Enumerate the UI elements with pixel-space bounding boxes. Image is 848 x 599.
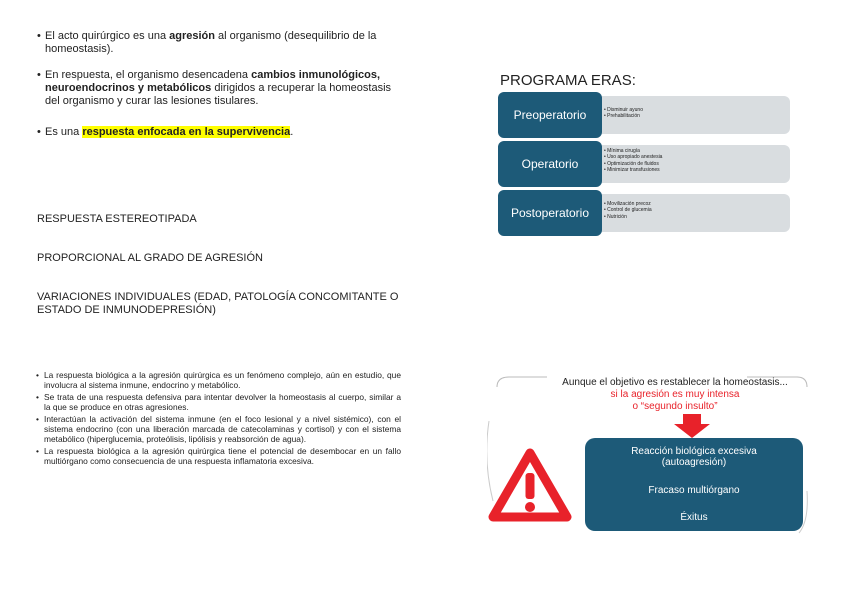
eras-title: PROGRAMA ERAS: <box>500 72 636 89</box>
eras-items: • Disminuir ayuno • Prehabilitación <box>604 107 643 120</box>
reaction-subtitle: (autoagresión) <box>661 457 727 468</box>
intro-bullet-2: • En respuesta, el organismo desencadena cambios inmunológicos, neuroendocrinos y metabólicos dirigidos a recuperar la homeostasis del organismo y curar las lesiones tisulares. <box>37 69 407 108</box>
alert-line-1: Aunque el objetivo es restablecer la homeostasis... <box>562 377 788 388</box>
reaction-box <box>585 438 803 531</box>
alert-line-2: si la agresión es muy intensa <box>610 389 740 400</box>
eras-stage-postoperatorio <box>498 190 790 236</box>
alert-line-3: o “segundo insulto” <box>632 401 718 412</box>
reaction-title: Reacción biológica excesiva <box>631 446 757 457</box>
eras-stage-label: Preoperatorio <box>498 92 602 138</box>
reaction-multiorgan: Fracaso multiórgano <box>648 485 740 496</box>
intro-bullet-3: • Es una respuesta enfocada en la supervivencia. <box>37 126 407 139</box>
eras-items: • Movilización precoz • Control de glucemia • Nutrición <box>604 201 652 220</box>
caps-line-3: VARIACIONES INDIVIDUALES (EDAD, PATOLOGÍA CONCOMITANTE O ESTADO DE INMUNODEPRESIÓN) <box>37 291 399 316</box>
arrow-down-icon <box>674 414 710 438</box>
reaction-exitus: Éxitus <box>680 512 708 523</box>
warning-icon <box>488 447 572 522</box>
response-bullet: • Interactúan la activación del sistema inmune (en el foco lesional y a nivel sistémico), con el sistema endocrino (con una liberación marcada de catecolaminas y cortisol) y con el sistema metabólico (hiperglucemia, proteólisis, lipólisis y reabsorción de agua). <box>36 414 401 444</box>
eras-stage-operatorio <box>498 141 790 187</box>
response-bullet: • La respuesta biológica a la agresión quirúrgica es un fenómeno complejo, aún en estudio, que involucra al sistema inmune, endocrino y metabólico. <box>36 370 401 390</box>
caps-line-2: PROPORCIONAL AL GRADO DE AGRESIÓN <box>37 252 263 264</box>
eras-items: • Mínima cirugía • Uso apropiado anestesia • Optimización de fluidos • Minimizar transfusiones <box>604 148 663 174</box>
response-bullets <box>36 370 401 468</box>
eras-stage-label: Postoperatorio <box>498 190 602 236</box>
eras-stage-label: Operatorio <box>498 141 602 187</box>
intro-bullets <box>37 30 407 139</box>
intro-bullet-1: • El acto quirúrgico es una agresión al organismo (desequilibrio de la homeostasis). <box>37 30 407 56</box>
response-bullet: • Se trata de una respuesta defensiva para intentar devolver la homeostasis al cuerpo, similar a la que se produce en otras agresiones. <box>36 392 401 412</box>
caps-line-1: RESPUESTA ESTEREOTIPADA <box>37 213 197 225</box>
eras-stage-preoperatorio <box>498 92 790 138</box>
response-bullet: • La respuesta biológica a la agresión quirúrgica tiene el potencial de desembocar en un fallo multiórgano como consecuencia de una respuesta inflamatoria excesiva. <box>36 446 401 466</box>
